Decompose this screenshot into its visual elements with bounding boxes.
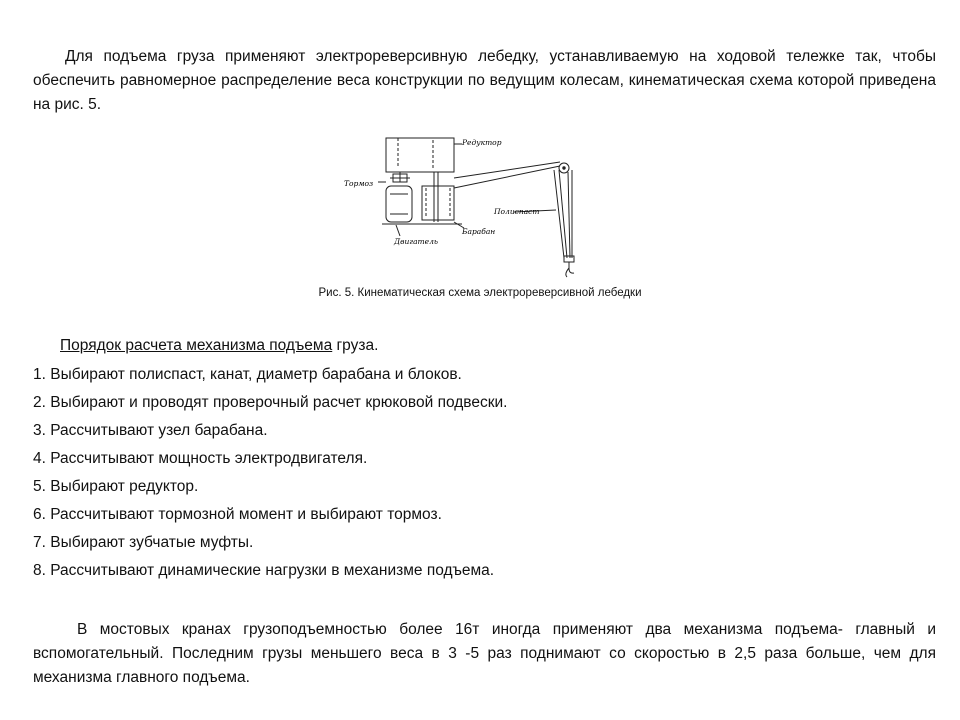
step-item: 7. Выбирают зубчатые муфты. xyxy=(33,534,254,551)
label-motor: Двигатель xyxy=(394,237,438,246)
procedure-steps xyxy=(33,363,507,587)
procedure-heading-underlined: Порядок расчета механизма подъема xyxy=(60,337,333,354)
step-item: 1. Выбирают полиспаст, канат, диаметр барабана и блоков. xyxy=(33,366,462,383)
step-item: 5. Выбирают редуктор. xyxy=(33,478,199,495)
procedure-heading-rest: груза. xyxy=(332,337,379,354)
step-item: 4. Рассчитывают мощность электродвигателя. xyxy=(33,450,368,467)
closing-text: В мостовых кранах грузоподъемностью более 16т иногда применяют два механизма подъема- главный и вспомогательный. Последним грузы меньшего веса в 3 -5 раз поднимают со скоростью в 2,5 раза больше, чем для механизма главного подъема. xyxy=(33,621,936,686)
figure-caption: Рис. 5. Кинематическая схема электрореверсивной лебедки xyxy=(318,287,642,299)
intro-paragraph xyxy=(33,45,936,117)
step-item: 6. Рассчитывают тормозной момент и выбирают тормоз. xyxy=(33,506,442,523)
winch-kinematic-diagram xyxy=(338,130,598,280)
label-reducer: Редуктор xyxy=(462,138,502,147)
label-brake: Тормоз xyxy=(344,179,374,188)
closing-paragraph xyxy=(33,618,936,690)
step-item: 2. Выбирают и проводят проверочный расчет крюковой подвески. xyxy=(33,394,508,411)
intro-text: Для подъема груза применяют электрореверсивную лебедку, устанавливаемую на ходовой тележке так, чтобы обеспечить равномерное распределение веса конструкции по ведущим колесам, кинематическая схема которой приведена на рис. 5. xyxy=(33,48,936,113)
label-drum: Барабан xyxy=(462,227,496,236)
label-pulley: Полиспаст xyxy=(494,207,540,216)
step-item: 8. Рассчитывают динамические нагрузки в механизме подъема. xyxy=(33,562,495,579)
procedure-heading xyxy=(60,337,378,355)
step-item: 3. Рассчитывают узел барабана. xyxy=(33,422,268,439)
